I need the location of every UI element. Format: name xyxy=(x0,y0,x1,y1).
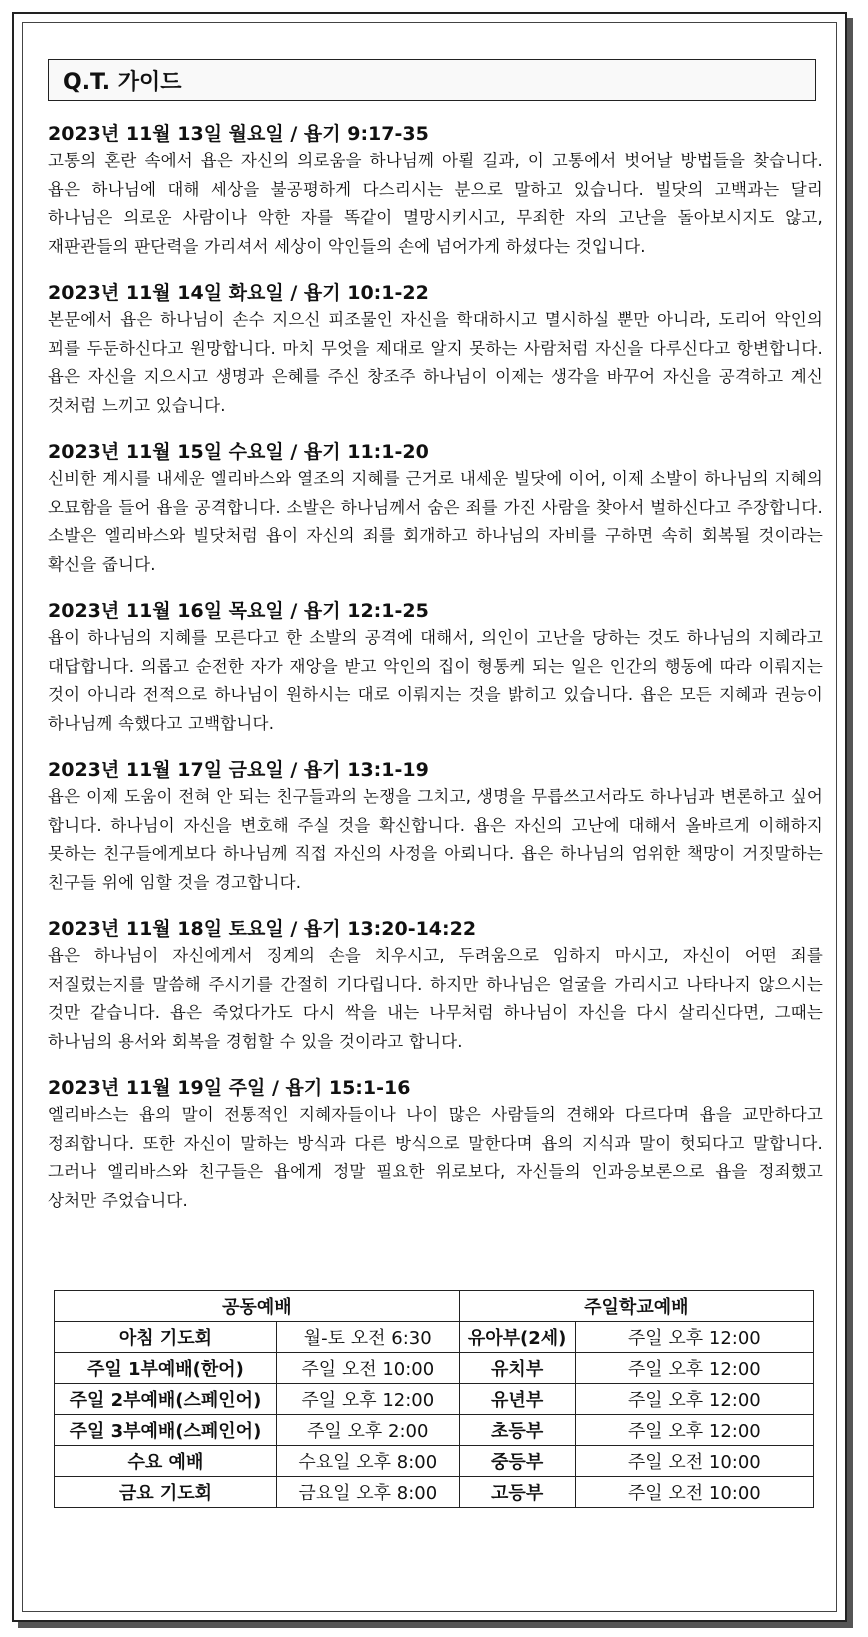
entry-body: 욥은 하나님이 자신에게서 징계의 손을 치우시고, 두려움으로 임하지 마시고, 자신이 어떤 죄를 저질렀는지를 말씀해 주시기를 간절히 기다립니다. 하지만 하나님은 얼굴을 가리시고 나타나지 않으시는 것만 같습니다. 욥은 죽었다가도 다시 싹을 내는 나무처럼 하나님이 자신을 다시 살리신다면, 그때는 하나님의 용서와 회복을 경험할 수 있을 것이라고 합니다. xyxy=(48,946,823,1051)
entry-body: 욥이 하나님의 지혜를 모른다고 한 소발의 공격에 대해서, 의인이 고난을 당하는 것도 하나님의 지혜라고 대답합니다. 의롭고 순전한 자가 재앙을 받고 악인의 집이 형통케 되는 일은 인간의 행동에 따라 이뤄지는 것이 아니라 전적으로 하나님이 원하시는 대로 이뤄지는 것을 밝히고 있습니다. 욥은 모든 지혜과 권능이 하나님께 속했다고 고백합니다. xyxy=(48,628,823,733)
department-name: 유아부(2세) xyxy=(459,1322,575,1353)
service-time: 주일 오전 10:00 xyxy=(276,1353,459,1384)
table-row xyxy=(55,1446,814,1477)
service-name: 금요 기도회 xyxy=(55,1477,277,1508)
entry-heading: 2023년 11월 16일 목요일 / 욥기 12:1-25 xyxy=(48,600,429,622)
qt-entry xyxy=(48,757,823,897)
service-name: 주일 1부예배(한어) xyxy=(55,1353,277,1384)
qt-entry xyxy=(48,121,823,261)
table-header-row xyxy=(55,1291,814,1322)
table-row xyxy=(55,1353,814,1384)
table-row xyxy=(55,1415,814,1446)
table-row xyxy=(55,1477,814,1508)
qt-entry xyxy=(48,439,823,579)
department-name: 유년부 xyxy=(459,1384,575,1415)
department-time: 주일 오후 12:00 xyxy=(575,1415,813,1446)
service-name: 수요 예배 xyxy=(55,1446,277,1477)
entry-body: 신비한 계시를 내세운 엘리바스와 열조의 지혜를 근거로 내세운 빌닷에 이어, 이제 소발이 하나님의 지혜의 오묘함을 들어 욥을 공격합니다. 소발은 하나님께서 숨은 죄를 가진 사람을 찾아서 벌하신다고 주장합니다. 소발은 엘리바스와 빌닷처럼 욥이 자신의 죄를 회개하고 하나님의 자비를 구하면 속히 회복될 것이라는 확신을 줍니다. xyxy=(48,469,823,574)
department-time: 주일 오후 12:00 xyxy=(575,1384,813,1415)
service-time: 금요일 오후 8:00 xyxy=(276,1477,459,1508)
entry-heading: 2023년 11월 13일 월요일 / 욥기 9:17-35 xyxy=(48,123,429,145)
department-name: 초등부 xyxy=(459,1415,575,1446)
department-time: 주일 오후 12:00 xyxy=(575,1322,813,1353)
qt-entry xyxy=(48,598,823,738)
service-name: 아침 기도회 xyxy=(55,1322,277,1353)
section-title: Q.T. 가이드 xyxy=(63,69,182,95)
entry-heading: 2023년 11월 17일 금요일 / 욥기 13:1-19 xyxy=(48,759,429,781)
department-name: 중등부 xyxy=(459,1446,575,1477)
header-sunday-school: 주일학교예배 xyxy=(459,1291,813,1322)
qt-entry xyxy=(48,280,823,420)
service-time: 수요일 오후 8:00 xyxy=(276,1446,459,1477)
department-name: 유치부 xyxy=(459,1353,575,1384)
entry-heading: 2023년 11월 14일 화요일 / 욥기 10:1-22 xyxy=(48,282,429,304)
entry-heading: 2023년 11월 15일 수요일 / 욥기 11:1-20 xyxy=(48,441,429,463)
table-row xyxy=(55,1384,814,1415)
service-time: 월-토 오전 6:30 xyxy=(276,1322,459,1353)
department-time: 주일 오전 10:00 xyxy=(575,1446,813,1477)
table-row xyxy=(55,1322,814,1353)
qt-entries xyxy=(48,121,823,1234)
entry-body: 엘리바스는 욥의 말이 전통적인 지혜자들이나 나이 많은 사람들의 견해와 다르다며 욥을 교만하다고 정죄합니다. 또한 자신이 말하는 방식과 다른 방식으로 말한다며 욥의 지식과 말이 헛되다고 말합니다. 그러나 엘리바스와 친구들은 욥에게 정말 필요한 위로보다, 자신들의 인과응보론으로 욥을 정죄했고 상처만 주었습니다. xyxy=(48,1105,823,1210)
service-name: 주일 2부예배(스페인어) xyxy=(55,1384,277,1415)
qt-entry xyxy=(48,916,823,1056)
header-common-worship: 공동예배 xyxy=(55,1291,460,1322)
service-name: 주일 3부예배(스페인어) xyxy=(55,1415,277,1446)
entry-body: 고통의 혼란 속에서 욥은 자신의 의로움을 하나님께 아뢸 길과, 이 고통에서 벗어날 방법들을 찾습니다. 욥은 하나님에 대해 세상을 불공평하게 다스리시는 분으로 말하고 있습니다. 빌닷의 고백과는 달리 하나님은 의로운 사람이나 악한 자를 똑같이 멸망시키시고, 무죄한 자의 고난을 돌아보시지도 않고, 재판관들의 판단력을 가리셔서 세상이 악인들의 손에 넘어가게 하셨다는 것입니다. xyxy=(48,151,823,256)
department-name: 고등부 xyxy=(459,1477,575,1508)
service-time: 주일 오후 2:00 xyxy=(276,1415,459,1446)
department-time: 주일 오전 10:00 xyxy=(575,1477,813,1508)
entry-heading: 2023년 11월 18일 토요일 / 욥기 13:20-14:22 xyxy=(48,918,477,940)
section-title-box xyxy=(48,59,816,101)
qt-entry xyxy=(48,1075,823,1215)
entry-body: 욥은 이제 도움이 전혀 안 되는 친구들과의 논쟁을 그치고, 생명을 무릅쓰고서라도 하나님과 변론하고 싶어 합니다. 하나님이 자신을 변호해 주실 것을 확신합니다. 욥은 자신의 고난에 대해서 올바르게 이해하지 못하는 친구들에게보다 하나님께 직접 자신의 사정을 아뢰니다. 욥은 하나님의 엄위한 책망이 거짓말하는 친구들 위에 임할 것을 경고합니다. xyxy=(48,787,823,892)
worship-schedule-table xyxy=(54,1290,814,1508)
entry-heading: 2023년 11월 19일 주일 / 욥기 15:1-16 xyxy=(48,1077,411,1099)
service-time: 주일 오후 12:00 xyxy=(276,1384,459,1415)
department-time: 주일 오후 12:00 xyxy=(575,1353,813,1384)
entry-body: 본문에서 욥은 하나님이 손수 지으신 피조물인 자신을 학대하시고 멸시하실 뿐만 아니라, 도리어 악인의 꾀를 두둔하신다고 원망합니다. 마치 무엇을 제대로 알지 못하는 사람처럼 자신을 다루신다고 항변합니다. 욥은 자신을 지으시고 생명과 은혜를 주신 창조주 하나님이 이제는 생각을 바꾸어 자신을 공격하고 계신 것처럼 느끼고 있습니다. xyxy=(48,310,823,415)
